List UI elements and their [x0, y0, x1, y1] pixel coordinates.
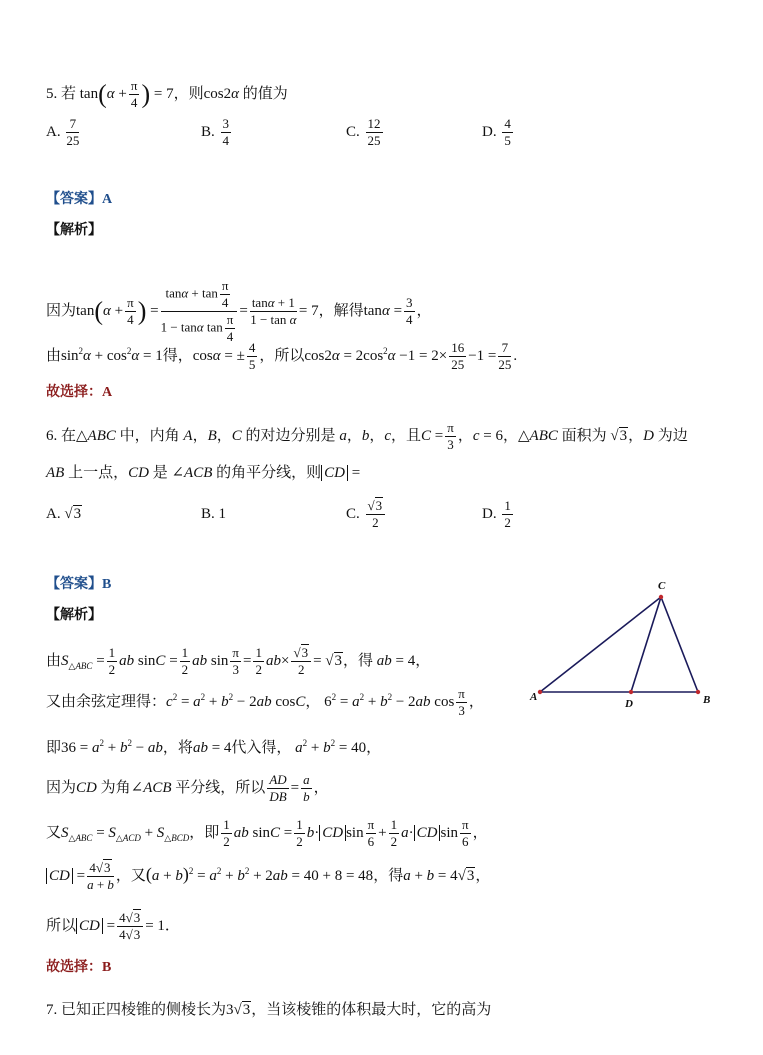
q6-choose: 故选择：B: [46, 960, 112, 975]
q6-analysis-line3: 即$36 = a^2 + b^2$ − ab，将ab = 4代入得， $a^2 + b^2 = 40$，: [46, 738, 382, 756]
point-d: [629, 690, 633, 694]
label-b: B: [703, 694, 711, 706]
q6-stem-line2: AB 上一点，CD 是 ∠ACB 的角平分线，则 CD =: [46, 465, 361, 481]
q5-choose: 故选择：A: [46, 385, 113, 400]
q6-analysis-label: 【解析】: [46, 608, 102, 623]
q6-option-c: C. $\frac{√3}{2}$: [346, 498, 387, 531]
segment-cd: [631, 597, 661, 692]
q5-option-a: A. $\frac{7}{25}$: [46, 116, 80, 148]
q5-option-b: B. $\frac{3}{4}$: [201, 116, 230, 148]
q6-analysis-line4: 因为CD 为角∠ACB 平分线，所以 $\frac{AD}{DB}$ = $\frac{a}{b}$ ，: [46, 772, 329, 804]
q6-analysis-line5: 又$S_{\triangle ABC} = S_{\triangle ACD} + S_{\triangle BCD}$，即 $\frac{1}{2}$ ab sinC = $\frac{1}{2}$ b· CD sin $\frac{\pi}{6}$ + $\frac{1}{2}$ a· CD sin $\frac{\pi}{6}$ ，: [46, 817, 488, 849]
label-a: A: [530, 691, 538, 703]
q6-stem-line1: 6. 在△ABC 中，内角 A，B，C 的对边分别是 a，b，c，且C = $\frac{\pi}{3}$ ，c = 6，△ABC 面积为 √3，D 为边: [46, 420, 688, 452]
point-a: [538, 690, 542, 694]
q7-stem: 7. 已知正四棱锥的侧棱长为3√3，当该棱锥的体积最大时，它的高为: [46, 1002, 492, 1018]
label-d: D: [625, 698, 633, 710]
q6-option-b: B. 1: [201, 506, 227, 522]
q5-option-c: C. $\frac{12}{25}$: [346, 116, 381, 148]
q6-option-d: D. $\frac{1}{2}$: [482, 498, 511, 530]
side-ac: [540, 597, 661, 692]
q5-analysis-line1: 因为tan(α + $\frac{\pi}{4}$ ) = tanα + tan $\frac{\pi}{4}$ 1 − tanα tan $\frac{\pi}{4}$ = $\frac{\tan\alpha + 1}{\text{1 − tan α}}$ = 7，解得tanα = $\frac{3}{4}$ ，: [46, 278, 432, 344]
q6-analysis-line1: 由$S_{\triangle ABC}$ = $\frac{1}{2}$ ab sinC = $\frac{1}{2}$ ab sin $\frac{\pi}{3}$ = $\frac{1}{2}$ ab× $\frac{√3}{2}$ = √3，得 ab = 4，: [46, 645, 431, 677]
q5-analysis-line2: 由$\sin^2\alpha + \cos^2\alpha = 1$得，cosα = ± $\frac{4}{5}$ ，所以$\cos 2\alpha = 2\cos^2\alpha -1 = 2\times$ $\frac{16}{25}$ −1 = $\frac{7}{25}$ .: [46, 340, 518, 372]
q5-stem: 5. 若 tan(α + $\frac{\pi}{4}$ ) = 7，则cos2α 的值为: [46, 78, 288, 110]
point-c: [659, 595, 663, 599]
q6-answer-label: 【答案】B: [46, 577, 112, 592]
q6-analysis-line2: 又由余弦定理得：$c^2 = a^2 + b^2 - 2ab$ cosC， $6^2 = a^2 + b^2 - 2ab$ cos $\frac{\pi}{3}$ ，: [46, 686, 484, 718]
q6-analysis-line6: CD = $\frac{4√3}{a + b}$ ，又$(a + b)^2 = a^2 + b^2 + 2ab = 40 + 8 = 48$，得a + b = 4√3，: [46, 860, 490, 893]
q6-option-a: A. √3: [46, 506, 82, 522]
side-cb: [661, 597, 698, 692]
q5-answer-label: 【答案】A: [46, 192, 113, 207]
triangle-diagram: [520, 575, 750, 715]
q6-analysis-line7: 所以 CD = $\frac{4√3}{4√3}$ = 1．: [46, 910, 180, 942]
label-c: C: [658, 580, 666, 592]
q5-option-d: D. $\frac{4}{5}$: [482, 116, 511, 148]
q5-analysis-label: 【解析】: [46, 223, 102, 238]
point-b: [696, 690, 700, 694]
